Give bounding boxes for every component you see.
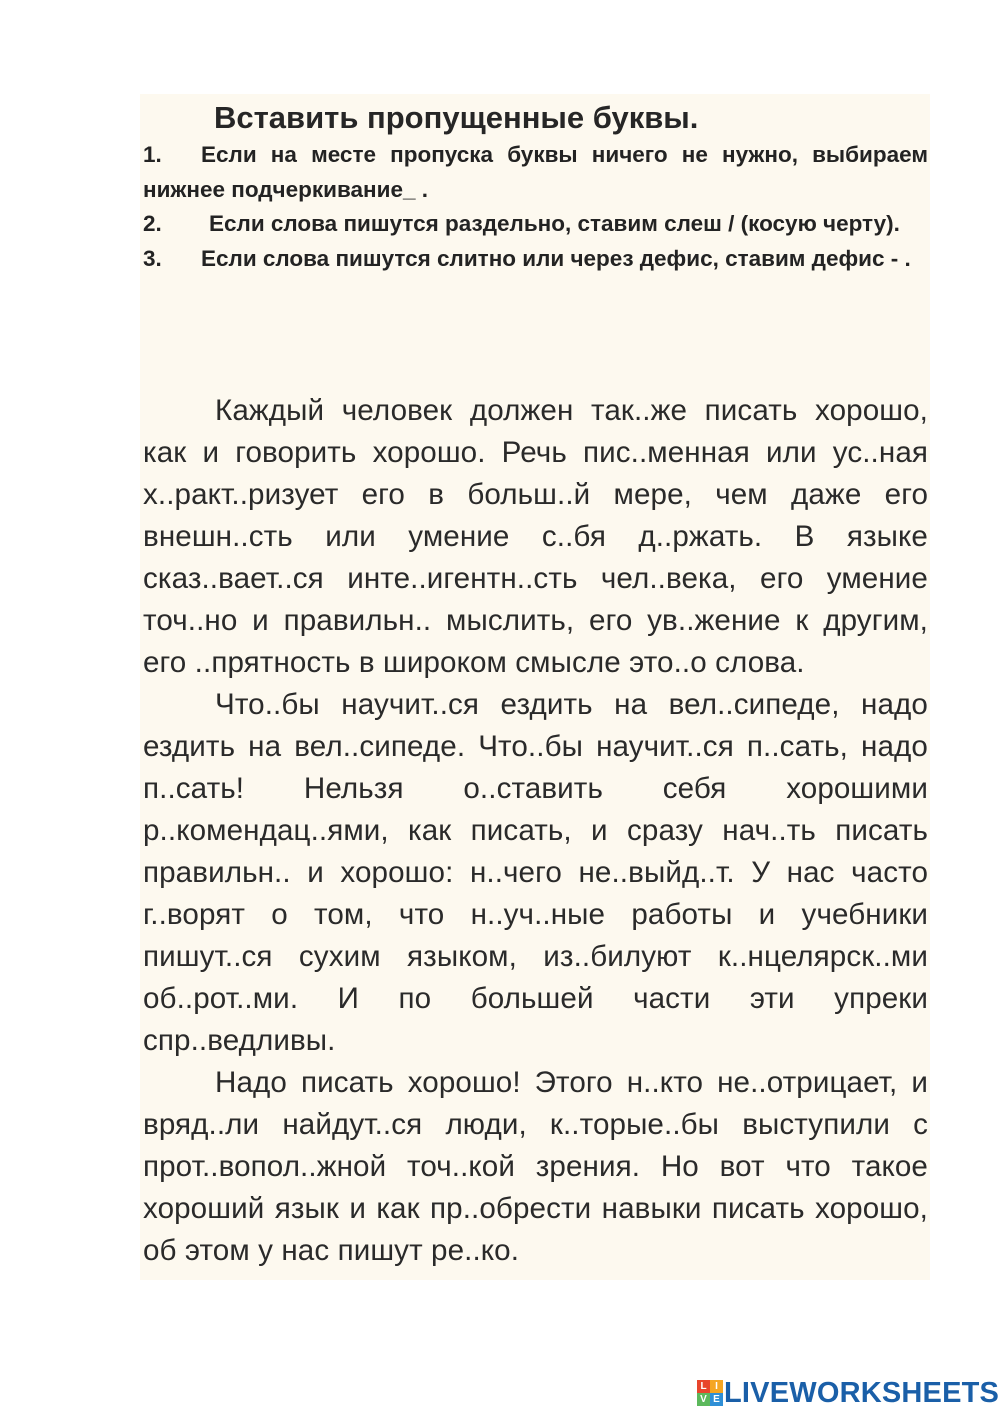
exercise-text	[143, 390, 928, 1272]
logo-letter: I	[710, 1380, 723, 1393]
logo-letter: L	[697, 1380, 710, 1393]
instructions-list	[143, 138, 928, 276]
instruction-item	[143, 207, 928, 242]
logo-letter: V	[697, 1393, 710, 1406]
exercise-paragraph: Что..бы научит..ся ездить на вел..сипеде, надо ездить на вел..сипеде. Что..бы научит..ся п..сать, надо п..сать! Нельзя о..ставить себя хорошими р..комендац..ями, как писать, и сразу нач..ть писать правильн.. и хорошо: н..чего не..выйд..т. У нас часто г..ворят о том, что н..уч..ные работы и учебники пишут..ся сухим языком, из..билуют к..нцелярск..ми об..рот..ми. И по большей части эти упреки спр..ведливы.	[143, 688, 928, 1057]
liveworksheets-brand[interactable]	[697, 1378, 999, 1408]
instruction-number: 2.	[143, 211, 162, 236]
instruction-text: Если на месте пропуска буквы ничего не нужно, выбираем нижнее подчеркивание_ .	[143, 142, 928, 202]
instruction-item	[143, 242, 928, 277]
logo-letter: E	[710, 1393, 723, 1406]
instruction-text: Если слова пишутся слитно или через дефис, ставим дефис - .	[201, 245, 911, 271]
worksheet-title: Вставить пропущенные буквы.	[214, 100, 699, 135]
instruction-item	[143, 138, 928, 207]
brand-name: LIVEWORKSHEETS	[724, 1377, 1000, 1409]
liveworksheets-logo-icon	[697, 1380, 723, 1406]
instruction-number: 1.	[143, 142, 162, 167]
exercise-paragraph: Каждый человек должен так..же писать хорошо, как и говорить хорошо. Речь пис..менная или ус..ная х..ракт..ризует его в больш..й мере, чем даже его внешн..сть или умение с..бя д..ржать. В языке сказ..вает..ся инте..игентн..сть чел..века, его умение точ..но и правильн.. мыслить, его ув..жение к другим, его ..прятность в широком смысле это..о слова.	[143, 394, 928, 679]
instruction-number: 3.	[143, 245, 162, 271]
exercise-paragraph: Надо писать хорошо! Этого н..кто не..отрицает, и вряд..ли найдут..ся люди, к..торые..бы выступили с прот..вопол..жной точ..кой зрения. Но вот что такое хороший язык и как пр..обрести навыки писать хорошо, об этом у нас пишут ре..ко.	[143, 1066, 928, 1267]
instruction-text: Если слова пишутся раздельно, ставим слеш / (косую черту).	[209, 211, 900, 236]
